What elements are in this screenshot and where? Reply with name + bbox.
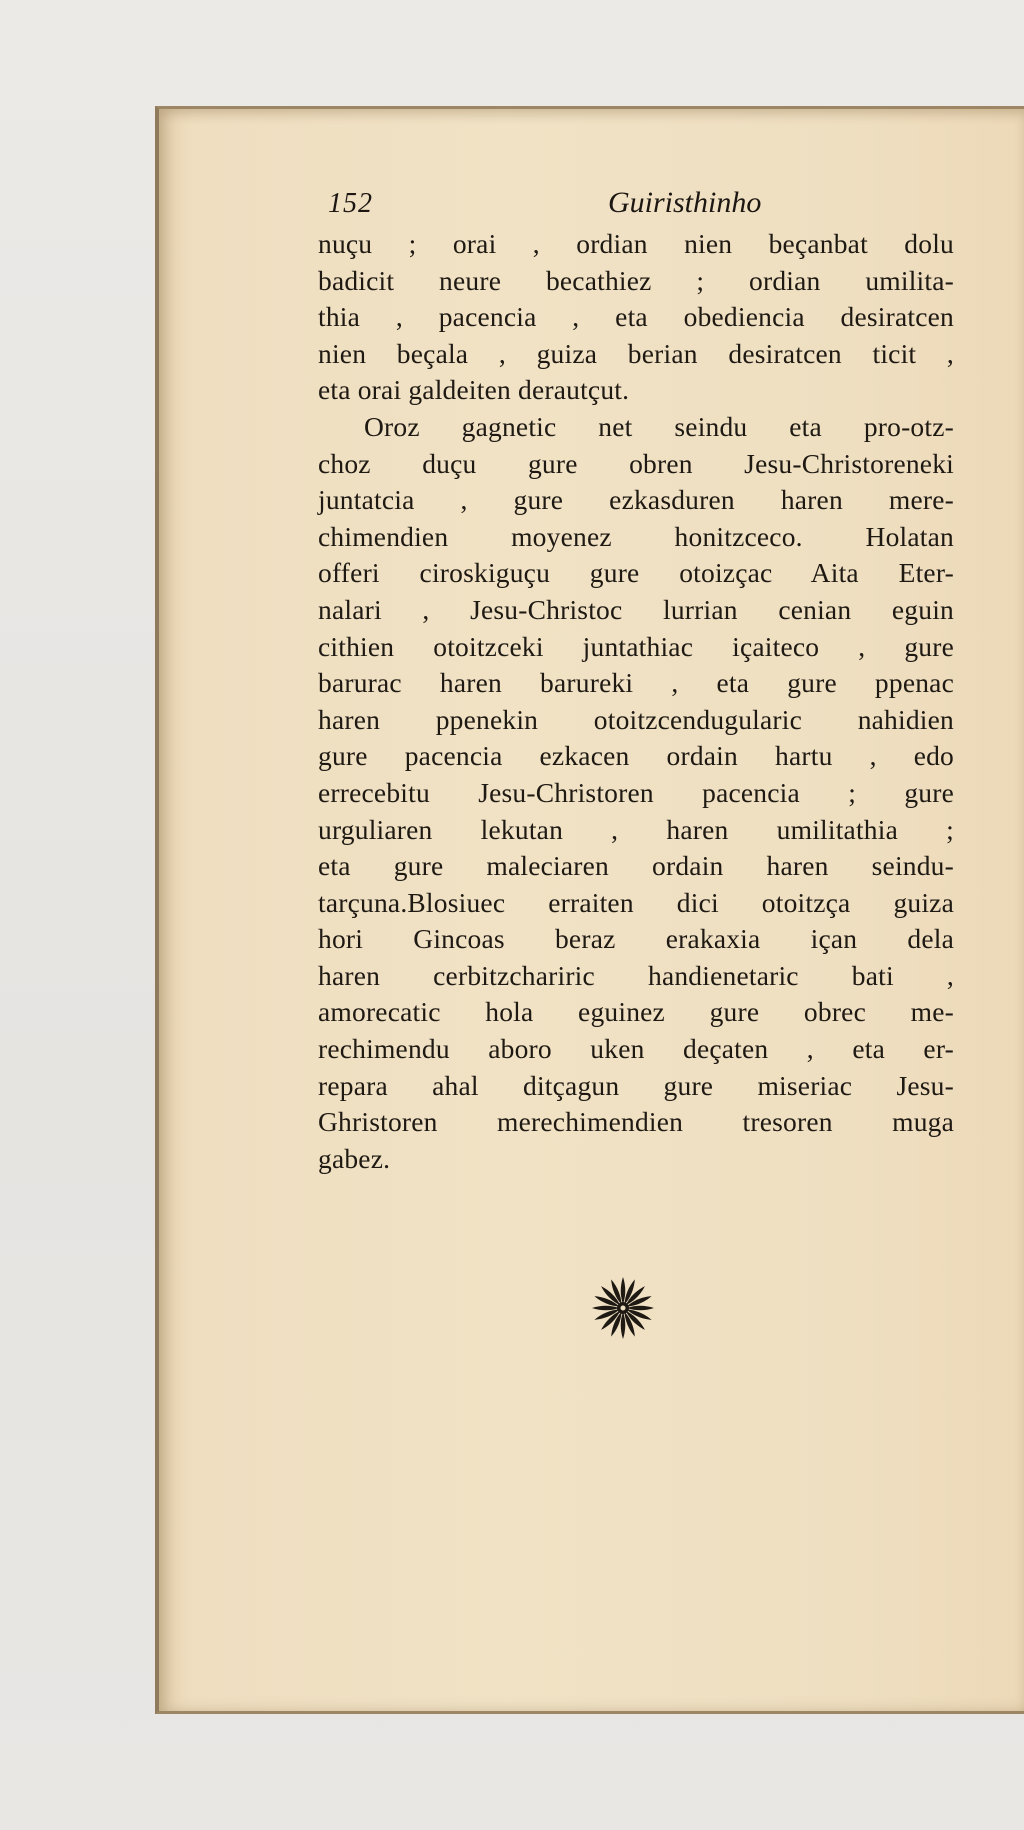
text-line: Oroz gagnetic net seindu eta pro-otz- [364,410,954,442]
text-line: eta gure maleciaren ordain haren seindu- [318,850,954,882]
text-line: tarçuna.Blosiuec erraiten dici otoitzça guiza [318,886,954,918]
page-header [328,186,808,226]
text-line: gure pacencia ezkacen ordain hartu , edo [318,740,954,772]
text-line: badicit neure becathiez ; ordian umilita- [318,264,954,296]
text-line: rechimendu aboro uken deçaten , eta er- [318,1033,954,1065]
text-line: choz duçu gure obren Jesu-Christoreneki [318,447,954,479]
text-line: nien beçala , guiza berian desiratcen ticit , [318,337,954,369]
text-line: gabez. [318,1142,391,1174]
text-line: eta orai galdeiten derautçut. [318,374,630,406]
text-line: hori Gincoas beraz erakaxia içan dela [318,923,954,955]
body-text [318,226,954,1177]
text-line: barurac haren barureki , eta gure ppenac [318,667,954,699]
text-line: haren cerbitzchariric handienetaric bati , [318,959,954,991]
text-line: chimendien moyenez honitzceco. Holatan [318,520,954,552]
text-line: urguliaren lekutan , haren umilitathia ; [318,813,954,845]
text-line: errecebitu Jesu-Christoren pacencia ; gure [318,776,954,808]
text-line: haren ppenekin otoitzcendugularic nahidien [318,703,954,735]
page-number: 152 [328,188,373,219]
floral-ornament-icon [590,1275,656,1341]
text-line: amorecatic hola eguinez gure obrec me- [318,996,954,1028]
text-line: offeri ciroskiguçu gure otoizçac Aita Eter- [318,557,954,589]
running-title: Guiristhinho [608,186,762,219]
text-line: thia , pacencia , eta obediencia desiratcen [318,301,954,333]
text-line: Ghristoren merechimendien tresoren muga [318,1106,954,1138]
text-line: cithien otoitzceki juntathiac içaiteco , gure [318,630,954,662]
text-line: nalari , Jesu-Christoc lurrian cenian eguin [318,593,954,625]
text-line: juntatcia , gure ezkasduren haren mere- [318,484,954,516]
text-line: repara ahal ditçagun gure miseriac Jesu- [318,1069,954,1101]
text-line: nuçu ; orai , ordian nien beçanbat dolu [318,228,954,259]
